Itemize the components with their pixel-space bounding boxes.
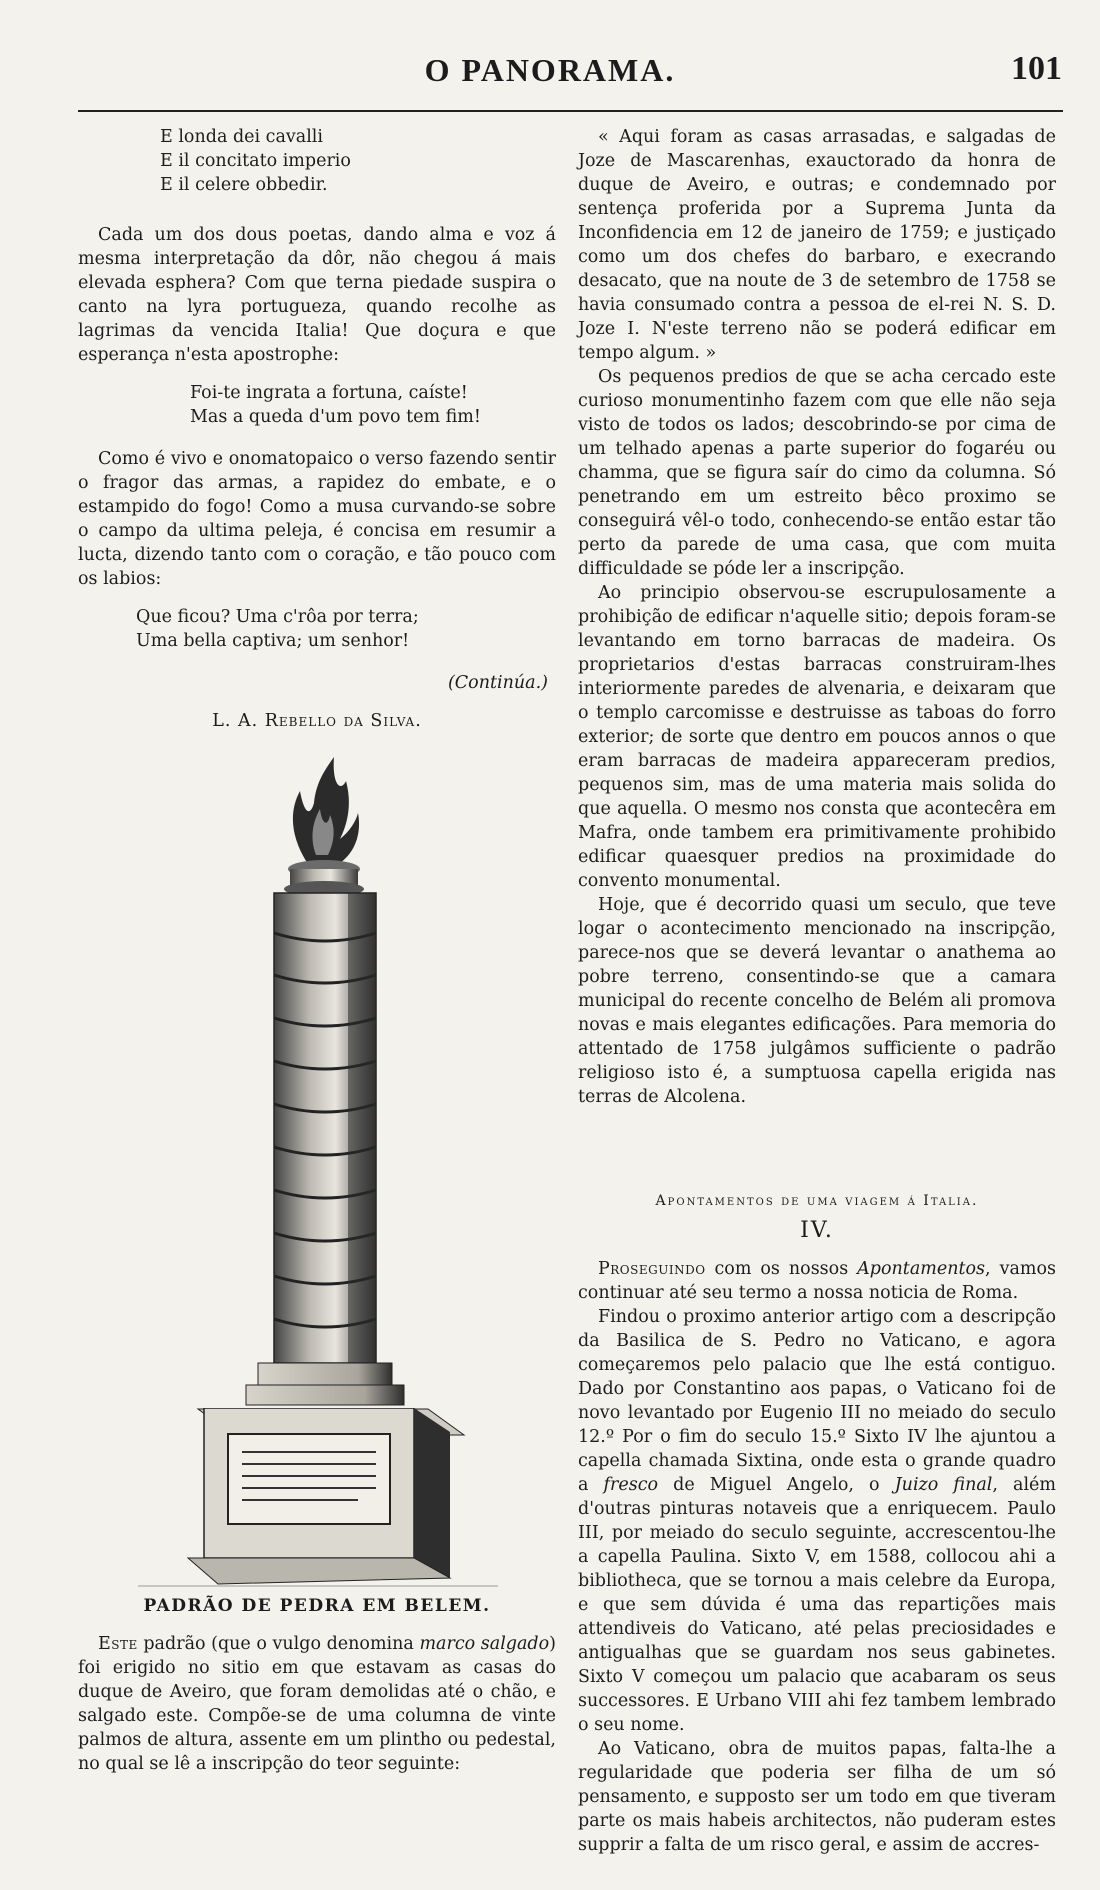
paragraph: Como é vivo e onomatopaico o verso fazendo sentir o fragor das armas, a rapidez do embate, e o estampido do fogo! Como a musa curvando-se sobre o campo da ultima peleja, é concisa em resumir a lucta, dizendo tanto com o coração, e tão pouco com os labios:	[78, 449, 556, 589]
text-run: padrão (que o vulgo denomina	[137, 1634, 420, 1654]
lead-word: Proseguindo	[598, 1259, 706, 1279]
paragraph	[78, 1632, 556, 1776]
paragraph: Cada um dos dous poetas, dando alma e voz á mesma interpretação da dôr, não chegou á mais elevada esphera? Com que terna piedade suspira o canto na lyra portugueza, quando recolhe as lagrimas da vencida Italia! Que doçura e que esperança n'esta apostrophe:	[78, 225, 556, 365]
verse-line: E londa dei cavalli	[160, 127, 324, 147]
paragraph: Hoje, que é decorrido quasi um seculo, que teve logar o acontecimento mencionado na inscripção, parece-nos que se deverá levantar o anathema ao pobre terreno, consentindo-se que a camara municipal do recente concelho de Belém ali promova novas e mais elegantes edificações. Para memoria do attentado de 1758 julgâmos sufficiente o padrão religioso isto é, a sumptuosa capella erigida nas terras de Alcolena.	[578, 895, 1056, 1107]
verse-line: Que ficou? Uma c'rôa por terra;	[136, 607, 419, 627]
verse-portuguese-1	[78, 381, 556, 429]
left-column	[78, 125, 556, 1776]
text-run: , além d'outras pinturas notaveis que a enriquecem. Paulo III, por meiado do seculo seguinte, accrescentou-lhe a capella Paulina. Sixto V, em 1588, collocou ahi a bibliotheca, que se tornou a mais celebre da Europa, e que sem dúvida é uma das repartições mais attendiveis do Vaticano, até pelas preciosidades e antigualhas que se guardam nos seus gabinetes. Sixto V começou um palacio que acabaram os seus successores. E Urbano VIII ahi fez tambem lembrado o seu nome.	[578, 1475, 1057, 1735]
pedestal-block	[78, 1408, 556, 1588]
column-shaft	[274, 893, 376, 1363]
verse-portuguese-2	[78, 605, 556, 653]
text-run: de Miguel Angelo, o	[658, 1475, 895, 1495]
column-illustration	[78, 743, 556, 1478]
header-rule	[78, 110, 1063, 112]
pedestal-engraving	[78, 1408, 556, 1588]
text-run: , vamos continuar até seu termo a nossa noticia de Roma.	[578, 1259, 1056, 1303]
paragraph: Ao principio observou-se escrupulosamente a prohibição de edificar n'aquelle sitio; depois foram-se levantando em torno barracas de madeira. Os proprietarios d'estas barracas construiram-lhes interiormente paredes de alvenaria, e deixaram que o templo carcomisse e destruisse as taboas do forro exterior; de sorte que dentro em poucos annos o que eram barracas de madeira appareceram predios, pequenos sim, mas de uma materia mais solida do que aquella. O mesmo nos consta que acontecêra em Mafra, onde tambem era primitivamente prohibido edificar quaesquer predios na proximidade do convento monumental.	[578, 583, 1056, 891]
verse-line: Foi-te ingrata a fortuna, caíste!	[190, 383, 468, 403]
section-title: Apontamentos de uma viagem á Italia.	[655, 1193, 979, 1209]
verse-line: Mas a queda d'um povo tem fim!	[190, 407, 481, 427]
text-run: com os nossos	[705, 1259, 858, 1279]
paragraph	[578, 1305, 1056, 1737]
figure-caption: PADRÃO DE PEDRA EM BELEM.	[143, 1596, 491, 1616]
lead-word: Este	[98, 1634, 138, 1654]
verse-line: Uma bella captiva; um senhor!	[136, 631, 410, 651]
verse-line: E il celere obbedir.	[160, 175, 328, 195]
text-run: ) foi erigido no sitio em que estavam as casas do duque de Aveiro, que foram demolidas até o chão, e salgado este. Compõe-se de uma columna de vinte palmos de altura, assente em um plintho ou pedestal, no qual se lê a inscripção do teor seguinte:	[78, 1634, 556, 1774]
paragraph	[578, 1257, 1056, 1305]
italic-run: marco salgado	[419, 1634, 550, 1654]
paragraph: Ao Vaticano, obra de muitos papas, falta-lhe a regularidade que poderia ser filha de um só pensamento, e supposto ser um todo em que tiveram parte os mais habeis architectos, não puderam estes supprir a falta de um risco geral, e assim de accres-	[578, 1739, 1056, 1855]
page-title: O PANORAMA.	[424, 52, 676, 88]
italic-run: Apontamentos	[857, 1259, 986, 1279]
monument-engraving	[78, 743, 556, 1478]
inscription-quote: « Aqui foram as casas arrasadas, e salgadas de Joze de Mascarenhas, exauctorado da honra de duque de Aveiro, e outras; e condemnado por sentença proferida por a Suprema Junta da Inconfidencia em 12 de janeiro de 1759; e justiçado como um dos chefes do barbaro, e execrando desacato, que na noute de 3 de setembro de 1758 se havia consumado contra a pessoa de el-rei N. S. D. Joze I. N'este terreno não se poderá edificar em tempo algum. »	[578, 127, 1056, 363]
verse-italian	[78, 125, 556, 197]
continua-note: (Continúa.)	[447, 673, 548, 693]
page-number: 101	[1011, 50, 1062, 87]
italic-run: Juizo final	[894, 1475, 993, 1495]
flame	[293, 757, 359, 863]
text-run: Findou o proximo anterior artigo com a descripção da Basilica de S. Pedro no Vaticano, e agora começaremos pelo palacio que lhe está contiguo. Dado por Constantino aos papas, o Vaticano foi de novo levantado por Eugenio III no meiado do seculo 12.º Por o fim do seculo 15.º Sixto IV lhe ajuntou a capella chamada Sixtina, onde esta o grande quadro a	[578, 1307, 1056, 1495]
paragraph: Os pequenos predios de que se acha cercado este curioso monumentinho fazem com que elle não seja visto de todos os lados; descobrindo-se por cima de um telhado apenas a parte superior do fogaréu ou chamma, que se figura saír do cimo da columna. Só penetrando em um estreito bêco proximo se conseguirá vêl-o todo, conhecendo-se então estar tão perto da parede de uma casa, que com muita difficuldade se póde ler a inscripção.	[578, 367, 1056, 579]
italic-run: fresco	[603, 1475, 659, 1495]
verse-line: E il concitato imperio	[160, 151, 351, 171]
right-column	[578, 125, 1056, 1857]
section-number: IV.	[800, 1218, 834, 1243]
author-signature: L. A. Rebello da Silva.	[212, 711, 422, 731]
